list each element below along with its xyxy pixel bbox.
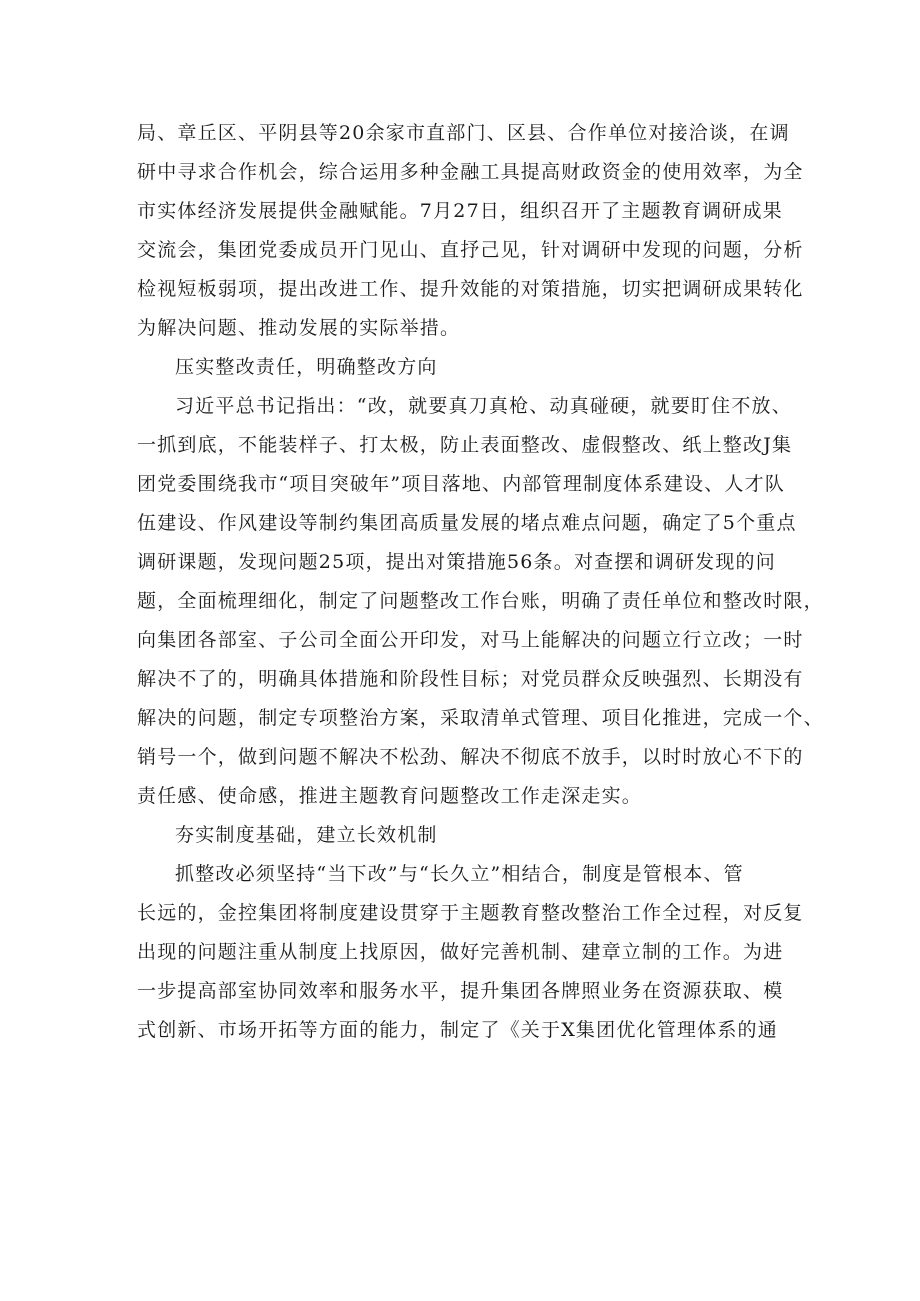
text-line: 责任感、使命感，推进主题教育问题整改工作走深走实。 [137, 785, 643, 807]
text-line: 一抓到底，不能装样子、打太极，防止表面整改、虚假整改、纸上整改J集 [137, 434, 793, 456]
text-line: 抓整改必须坚持“当下改”与“长久立”相结合，制度是管根本、管 [175, 863, 744, 885]
document-body [137, 114, 824, 1050]
text-line: 团党委围绕我市“项目突破年”项目落地、内部管理制度体系建设、人才队 [137, 473, 786, 495]
text-line: 局、章丘区、平阴县等20余家市直部门、区县、合作单位对接洽谈，在调 [137, 122, 790, 144]
text-line: 题，全面梳理细化，制定了问题整改工作台账，明确了责任单位和整改时限， [137, 590, 824, 612]
text-line: 市实体经济发展提供金融赋能。7月27日，组织召开了主题教育调研成果 [137, 200, 783, 222]
text-line: 出现的问题注重从制度上找原因，做好完善机制、建章立制的工作。为进 [137, 941, 784, 963]
text-line: 解决不了的，明确具体措施和阶段性目标；对党员群众反映强烈、长期没有 [137, 668, 804, 690]
text-line: 夯实制度基础，建立长效机制 [175, 824, 438, 846]
text-line: 伍建设、作风建设等制约集团高质量发展的堵点难点问题，确定了5个重点 [137, 512, 797, 534]
text-line: 习近平总书记指出：“改，就要真刀真枪、动真碰硬，就要盯住不放、 [175, 395, 792, 417]
text-line: 压实整改责任，明确整改方向 [175, 356, 438, 378]
text-line: 交流会，集团党委成员开门见山、直抒己见，针对调研中发现的问题，分析 [137, 239, 804, 261]
text-line: 研中寻求合作机会，综合运用多种金融工具提高财政资金的使用效率，为全 [137, 161, 804, 183]
text-line: 检视短板弱项，提出改进工作、提升效能的对策措施，切实把调研成果转化 [137, 278, 804, 300]
text-line: 销号一个，做到问题不解决不松劲、解决不彻底不放手，以时时放心不下的 [137, 746, 804, 768]
text-line: 一步提高部室协同效率和服务水平，提升集团各牌照业务在资源获取、模 [137, 980, 784, 1002]
text-line: 解决的问题，制定专项整治方案，采取清单式管理、项目化推进，完成一个、 [137, 707, 824, 729]
text-line: 为解决问题、推动发展的实际举措。 [137, 317, 461, 339]
text-line: 向集团各部室、子公司全面公开印发，对马上能解决的问题立行立改；一时 [137, 629, 804, 651]
text-line: 式创新、市场开拓等方面的能力，制定了《关于X集团优化管理体系的通 [137, 1019, 778, 1041]
text-line: 调研课题，发现问题25项，提出对策措施56条。对查摆和调研发现的问 [137, 551, 776, 573]
text-line: 长远的，金控集团将制度建设贯穿于主题教育整改整治工作全过程，对反复 [137, 902, 804, 924]
